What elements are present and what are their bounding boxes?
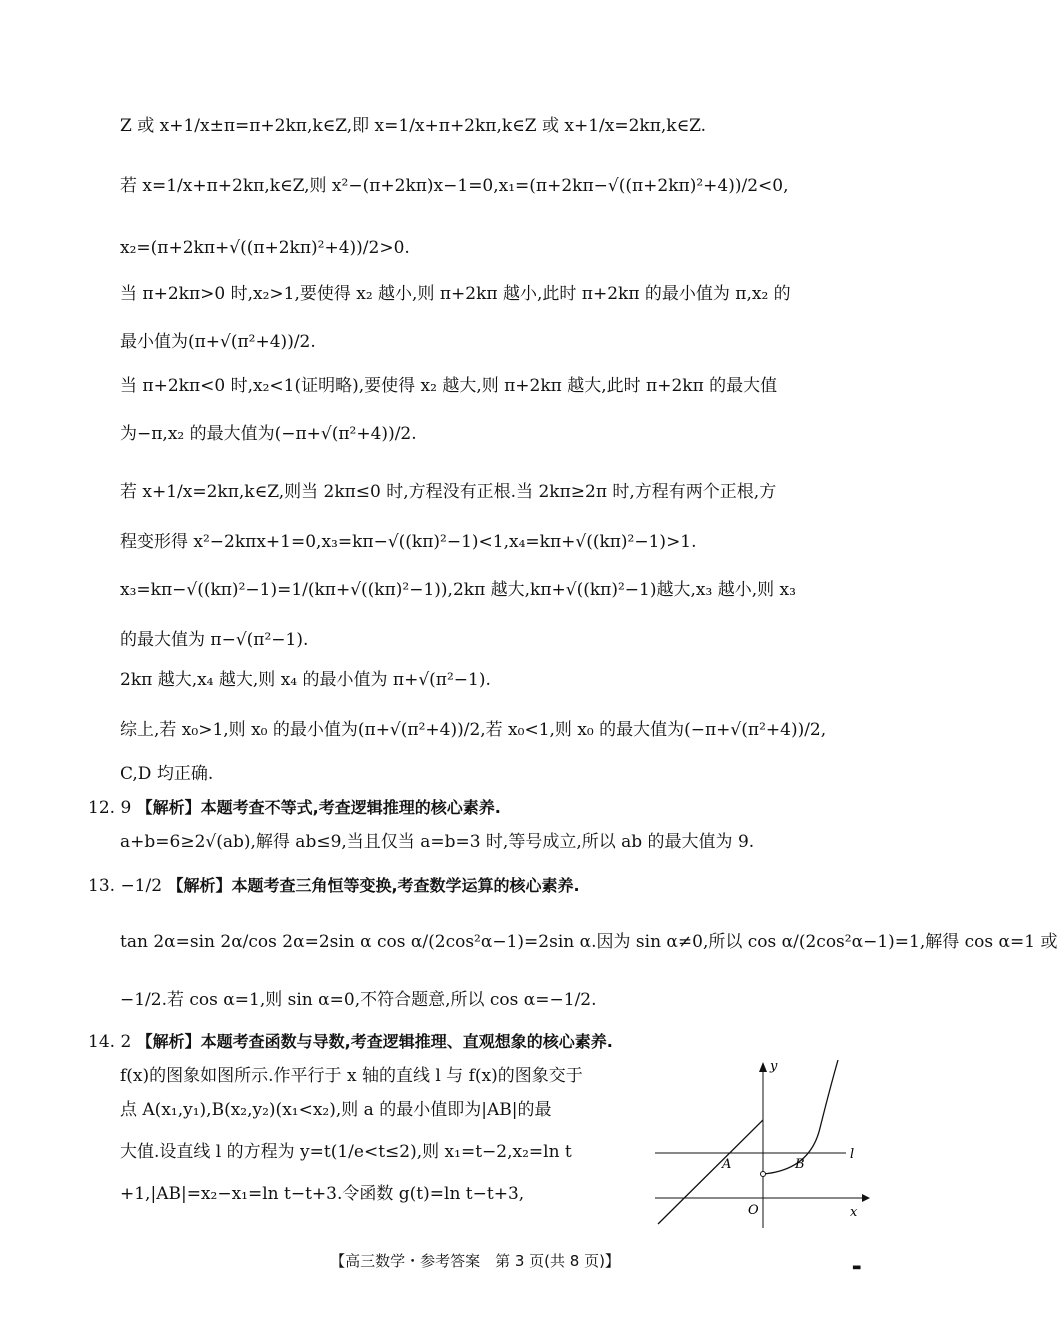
text-line: 大值.设直线 l 的方程为 y=t(1/e<t≤2),则 x₁=t−2,x₂=ln t — [120, 1142, 572, 1162]
function-graph — [650, 1058, 870, 1230]
text-line: a+b=6≥2√(ab),解得 ab≤9,当且仅当 a=b=3 时,等号成立,所以 ab 的最大值为 9. — [120, 832, 755, 852]
point-a-label: A — [722, 1157, 732, 1172]
analysis-heading: 【解析】本题考查不等式,考查逻辑推理的核心素养. — [136, 798, 501, 817]
text-line: x₃=kπ−√((kπ)²−1)=1/(kπ+√((kπ)²−1)),2kπ 越大,kπ+√((kπ)²−1)越大,x₃ 越小,则 x₃ — [120, 580, 796, 600]
open-point — [761, 1172, 766, 1177]
origin-label: O — [748, 1203, 759, 1218]
text-line: 综上,若 x₀>1,则 x₀ 的最小值为(π+√(π²+4))/2,若 x₀<1,则 x₀ 的最大值为(−π+√(π²+4))/2, — [120, 720, 827, 740]
text-line: 当 π+2kπ<0 时,x₂<1(证明略),要使得 x₂ 越大,则 π+2kπ 越大,此时 π+2kπ 的最大值 — [120, 376, 778, 396]
text-line: 若 x=1/x+π+2kπ,k∈Z,则 x²−(π+2kπ)x−1=0,x₁=(π+2kπ−√((π+2kπ)²+4))/2<0, — [120, 176, 789, 196]
text-line: +1,|AB|=x₂−x₁=ln t−t+3.令函数 g(t)=ln t−t+3, — [120, 1184, 525, 1204]
text-line: 的最大值为 π−√(π²−1). — [120, 630, 309, 650]
text-line: C,D 均正确. — [120, 764, 214, 784]
x-axis-label: x — [850, 1205, 858, 1220]
answer-number: 12. 9 — [88, 798, 132, 818]
y-axis-arrow — [759, 1062, 767, 1072]
point-b-label: B — [795, 1157, 805, 1172]
text-line: −1/2.若 cos α=1,则 sin α=0,不符合题意,所以 cos α=−1/2. — [120, 990, 597, 1010]
y-axis-label: y — [770, 1059, 778, 1074]
text-line: 当 π+2kπ>0 时,x₂>1,要使得 x₂ 越小,则 π+2kπ 越小,此时 π+2kπ 的最小值为 π,x₂ 的 — [120, 284, 791, 304]
text-line: tan 2α=sin 2α/cos 2α=2sin α cos α/(2cos²α−1)=2sin α.因为 sin α≠0,所以 cos α/(2cos²α−1)=1,解得 cos α=1 或 — [120, 932, 1057, 952]
text-line: 2kπ 越大,x₄ 越大,则 x₄ 的最小值为 π+√(π²−1). — [120, 670, 491, 690]
text-line: 最小值为(π+√(π²+4))/2. — [120, 332, 316, 352]
line-l-label: l — [850, 1147, 855, 1162]
text-line: Z 或 x+1/x±π=π+2kπ,k∈Z,即 x=1/x+π+2kπ,k∈Z 或 x+1/x=2kπ,k∈Z. — [120, 116, 707, 136]
text-line: f(x)的图象如图所示.作平行于 x 轴的直线 l 与 f(x)的图象交于 — [120, 1066, 583, 1086]
analysis-heading: 【解析】本题考查三角恒等变换,考查数学运算的核心素养. — [167, 876, 580, 895]
text-line: 若 x+1/x=2kπ,k∈Z,则当 2kπ≤0 时,方程没有正根.当 2kπ≥2π 时,方程有两个正根,方 — [120, 482, 777, 502]
text-line: x₂=(π+2kπ+√((π+2kπ)²+4))/2>0. — [120, 238, 410, 258]
question-13-header — [88, 874, 580, 898]
text-line: 程变形得 x²−2kπx+1=0,x₃=kπ−√((kπ)²−1)<1,x₄=kπ+√((kπ)²−1)>1. — [120, 532, 697, 552]
answer-number: 13. −1/2 — [88, 876, 163, 896]
question-14-header — [88, 1030, 613, 1054]
x-axis-arrow — [862, 1194, 870, 1202]
text-line: 为−π,x₂ 的最大值为(−π+√(π²+4))/2. — [120, 424, 417, 444]
page-footer: 【高三数学・参考答案 第 3 页(共 8 页)】 — [330, 1252, 620, 1270]
corner-mark: ▬ — [852, 1262, 862, 1273]
question-12-header — [88, 796, 501, 820]
text-line: 点 A(x₁,y₁),B(x₂,y₂)(x₁<x₂),则 a 的最小值即为|AB|的最 — [120, 1100, 552, 1120]
analysis-heading: 【解析】本题考查函数与导数,考查逻辑推理、直观想象的核心素养. — [136, 1032, 613, 1051]
answer-number: 14. 2 — [88, 1032, 132, 1052]
